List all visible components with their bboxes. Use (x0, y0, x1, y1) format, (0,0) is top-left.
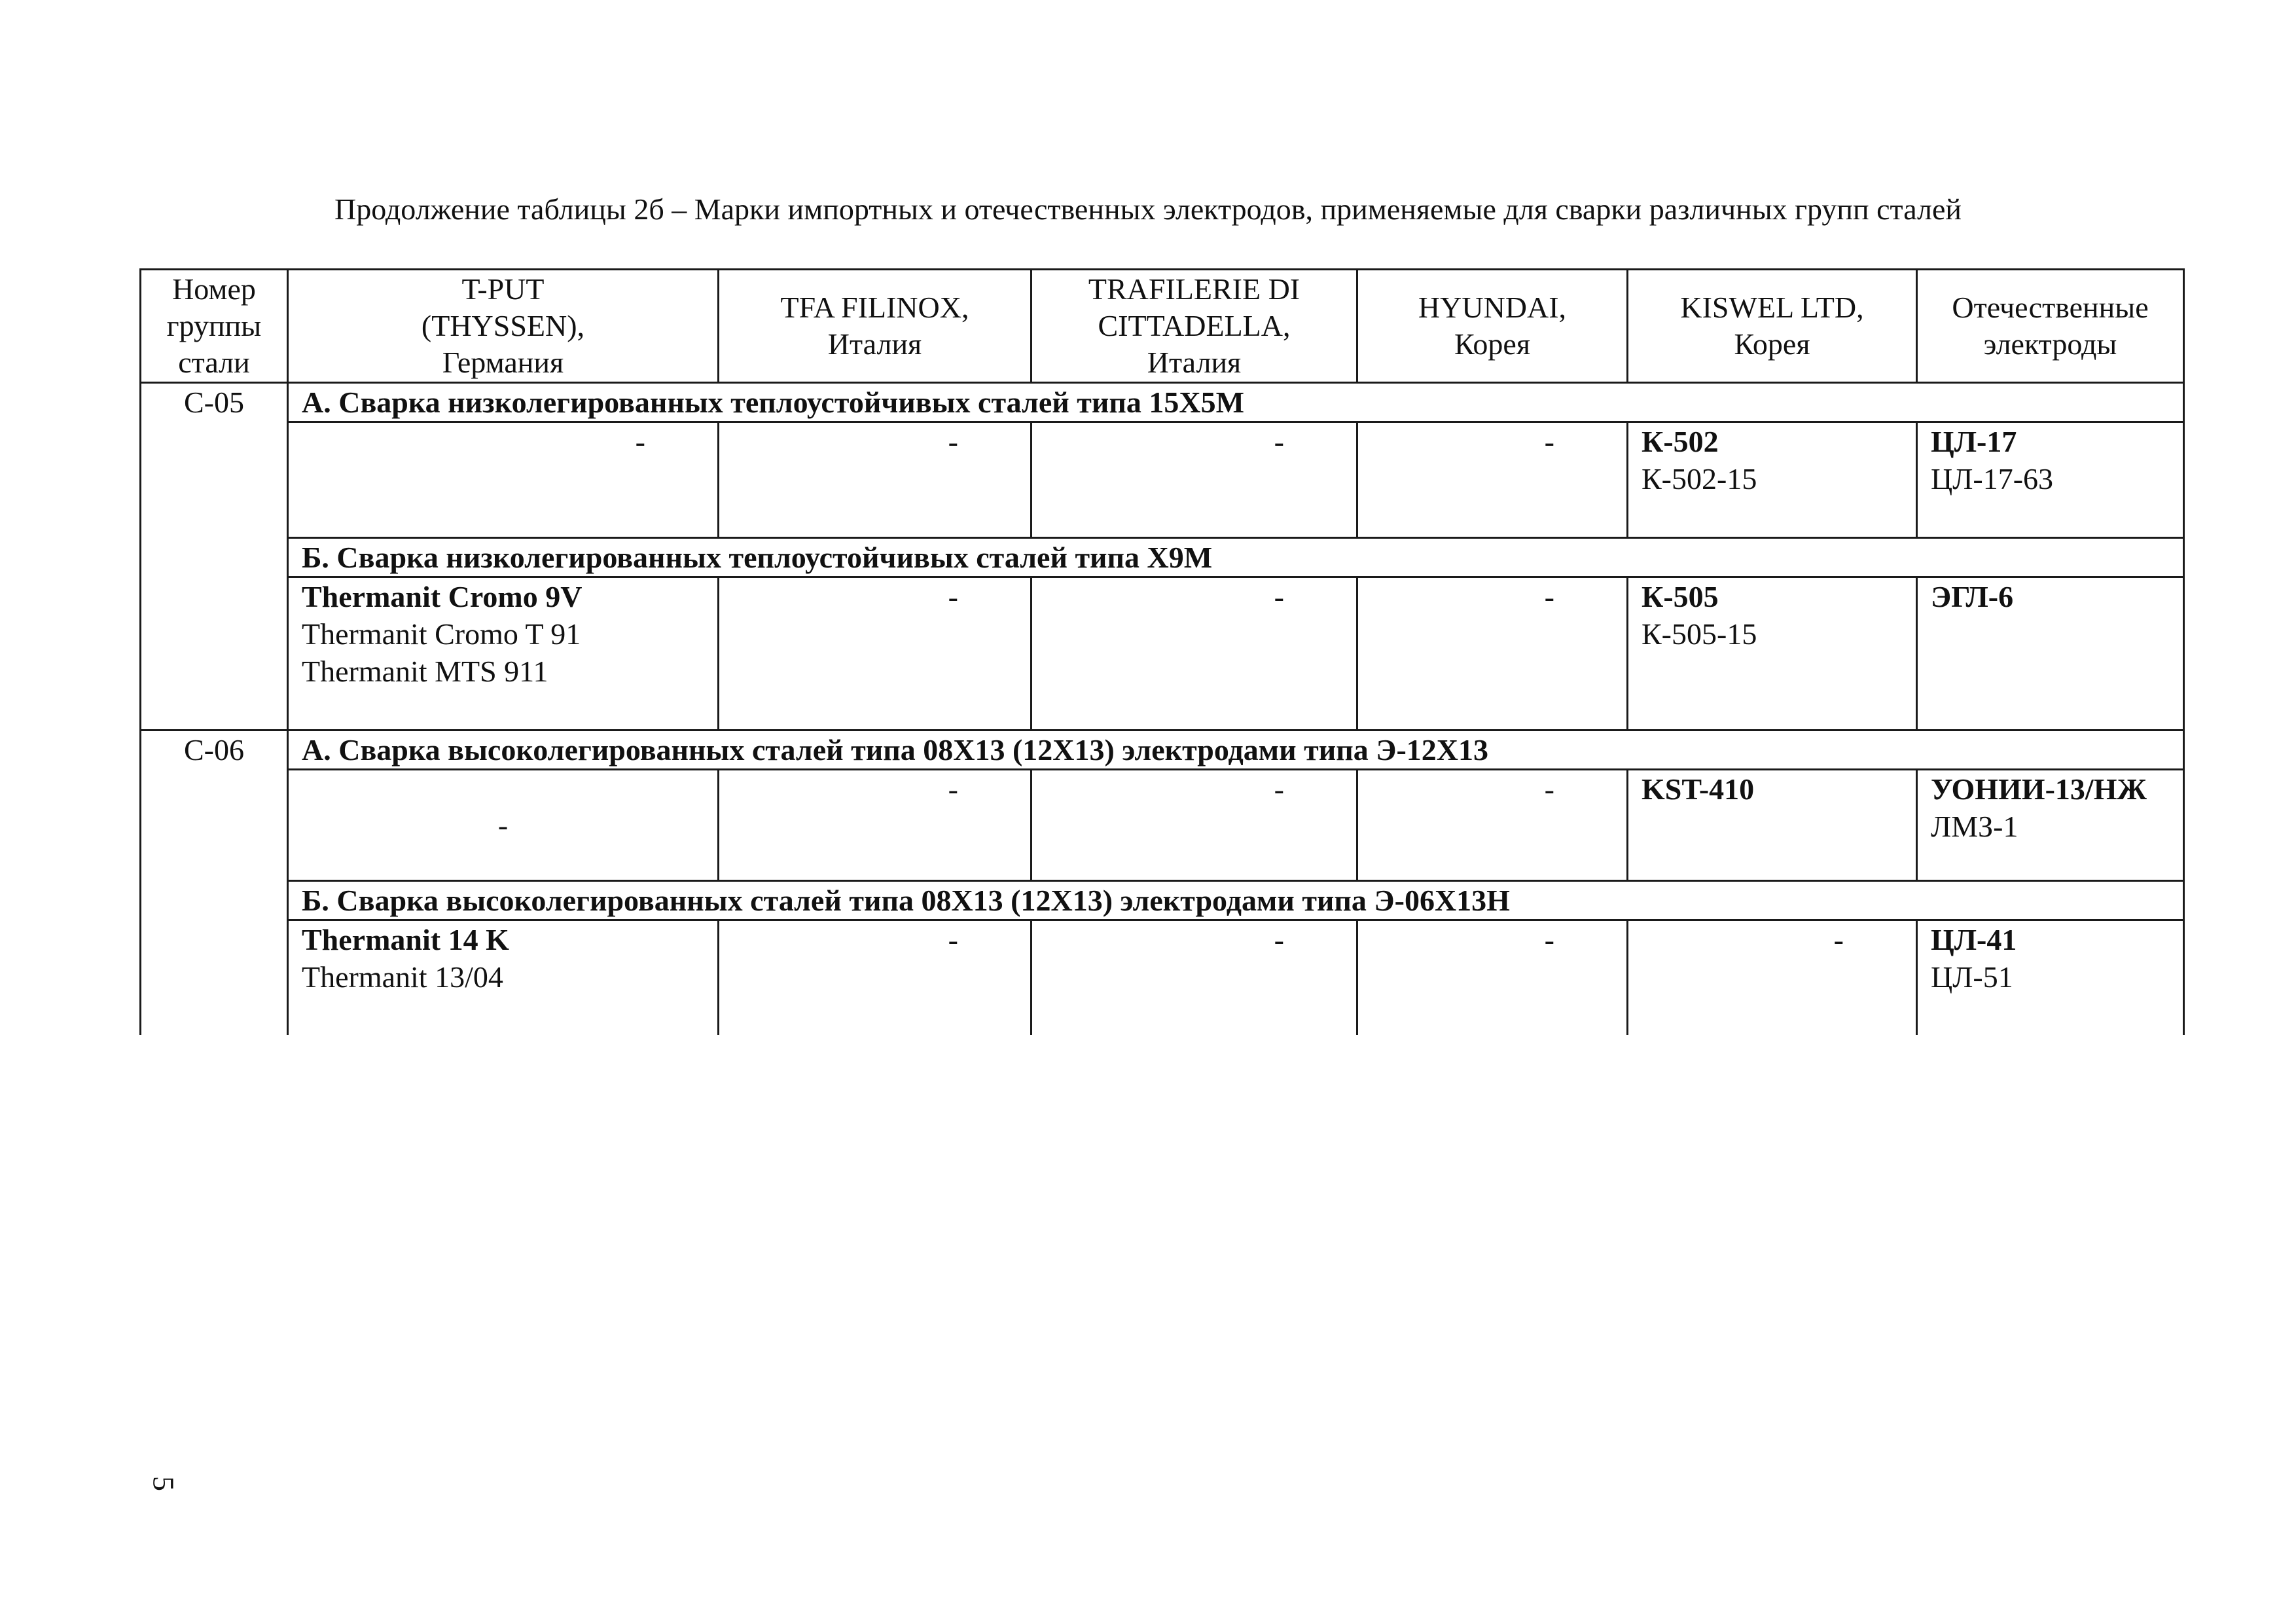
section-row (141, 731, 2184, 770)
cell-hyundai: - (1357, 770, 1628, 881)
section-title: Б. Сварка высоколегированных сталей типа 08Х13 (12Х13) электродами типа Э-06Х13Н (288, 881, 2184, 920)
header-domestic: Отечественные электроды (1917, 270, 2184, 383)
cell-kiswel: К-502 К-502-15 (1628, 422, 1917, 538)
cell-hyundai: - (1357, 577, 1628, 731)
cell-tput: Thermanit 14 K Thermanit 13/04 (288, 920, 719, 1035)
table-row (141, 770, 2184, 881)
cell-tfa: - (719, 920, 1031, 1035)
cell-tfa: - (719, 770, 1031, 881)
cell-tfa: - (719, 577, 1031, 731)
cell-kiswel: К-505 К-505-15 (1628, 577, 1917, 731)
cell-tfa: - (719, 422, 1031, 538)
cell-tput: Thermanit Cromo 9V Thermanit Cromo T 91 Thermanit MTS 911 (288, 577, 719, 731)
header-trafilerie: TRAFILERIE DI CITTADELLA, Италия (1031, 270, 1357, 383)
section-row (141, 881, 2184, 920)
cell-tput: - (288, 422, 719, 538)
electrode-table (139, 268, 2185, 1035)
cell-domestic: ЭГЛ-6 (1917, 577, 2184, 731)
group-number: С-06 (141, 731, 288, 1035)
table-row (141, 577, 2184, 731)
cell-trafilerie: - (1031, 770, 1357, 881)
cell-kiswel: KST-410 (1628, 770, 1917, 881)
section-row (141, 383, 2184, 422)
group-number: С-05 (141, 383, 288, 731)
table-row (141, 422, 2184, 538)
section-title: А. Сварка низколегированных теплоустойчивых сталей типа 15Х5М (288, 383, 2184, 422)
cell-hyundai: - (1357, 422, 1628, 538)
header-hyundai: HYUNDAI, Корея (1357, 270, 1628, 383)
table-row (141, 920, 2184, 1035)
header-group-number: Номер группы стали (141, 270, 288, 383)
header-row (141, 270, 2184, 383)
table-caption: Продолжение таблицы 2б – Марки импортных и отечественных электродов, применяемые для сварки различных групп сталей (334, 192, 1962, 226)
cell-domestic: ЦЛ-41 ЦЛ-51 (1917, 920, 2184, 1035)
section-title: Б. Сварка низколегированных теплоустойчивых сталей типа Х9М (288, 538, 2184, 577)
cell-domestic: УОНИИ-13/НЖ ЛМЗ-1 (1917, 770, 2184, 881)
header-tput: T-PUT (THYSSEN), Германия (288, 270, 719, 383)
cell-hyundai: - (1357, 920, 1628, 1035)
section-row (141, 538, 2184, 577)
cell-trafilerie: - (1031, 422, 1357, 538)
cell-tput: - (288, 770, 719, 881)
cell-domestic: ЦЛ-17 ЦЛ-17-63 (1917, 422, 2184, 538)
cell-kiswel: - (1628, 920, 1917, 1035)
cell-trafilerie: - (1031, 577, 1357, 731)
cell-trafilerie: - (1031, 920, 1357, 1035)
header-tfa: TFA FILINOX, Италия (719, 270, 1031, 383)
section-title: А. Сварка высоколегированных сталей типа 08Х13 (12Х13) электродами типа Э-12Х13 (288, 731, 2184, 770)
header-kiswel: KISWEL LTD, Корея (1628, 270, 1917, 383)
page-number: 5 (147, 1476, 181, 1491)
